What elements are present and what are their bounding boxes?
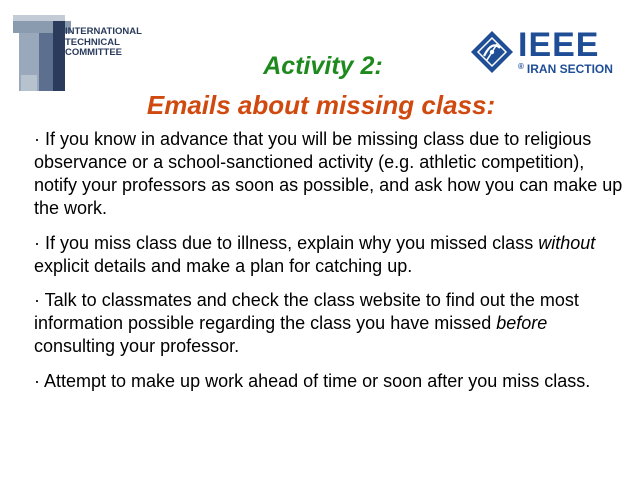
- bullet-emphasis: without: [538, 233, 596, 253]
- ieee-wordmark: IEEE: [518, 26, 600, 64]
- bullet-item: [34, 289, 624, 358]
- bullet-item: [34, 128, 624, 220]
- bullet-text: explicit details and make a plan for catching up.: [34, 256, 413, 276]
- slide-title: Activity 2:: [263, 52, 383, 80]
- bullet-text: · If you miss class due to illness, explain why you missed class: [34, 233, 539, 253]
- bullet-text: consulting your professor.: [34, 336, 240, 356]
- bullet-item: [34, 232, 624, 278]
- slide-subtitle: Emails about missing class:: [146, 90, 496, 120]
- bullet-text: · Talk to classmates and check the class website to find out the most information possible regarding the class you have missed: [34, 290, 579, 333]
- registered-mark: ®: [518, 62, 524, 71]
- ieee-section-text: IRAN SECTION: [526, 62, 613, 76]
- bullet-text: · If you know in advance that you will be missing class due to religious observance or a school-sanctioned activity (e.g. athletic competition), notify your professors as soon as possible, and ask how you can make up the work.: [34, 129, 623, 218]
- bullet-emphasis: before: [496, 313, 548, 333]
- bullet-list: [34, 128, 624, 405]
- bullet-item: [34, 370, 624, 393]
- bullet-text: · Attempt to make up work ahead of time or soon after you miss class.: [34, 371, 591, 391]
- itc-line: INTERNATIONAL: [65, 26, 142, 37]
- itc-line: TECHNICAL: [65, 36, 120, 48]
- itc-line: COMMITTEE: [65, 47, 122, 58]
